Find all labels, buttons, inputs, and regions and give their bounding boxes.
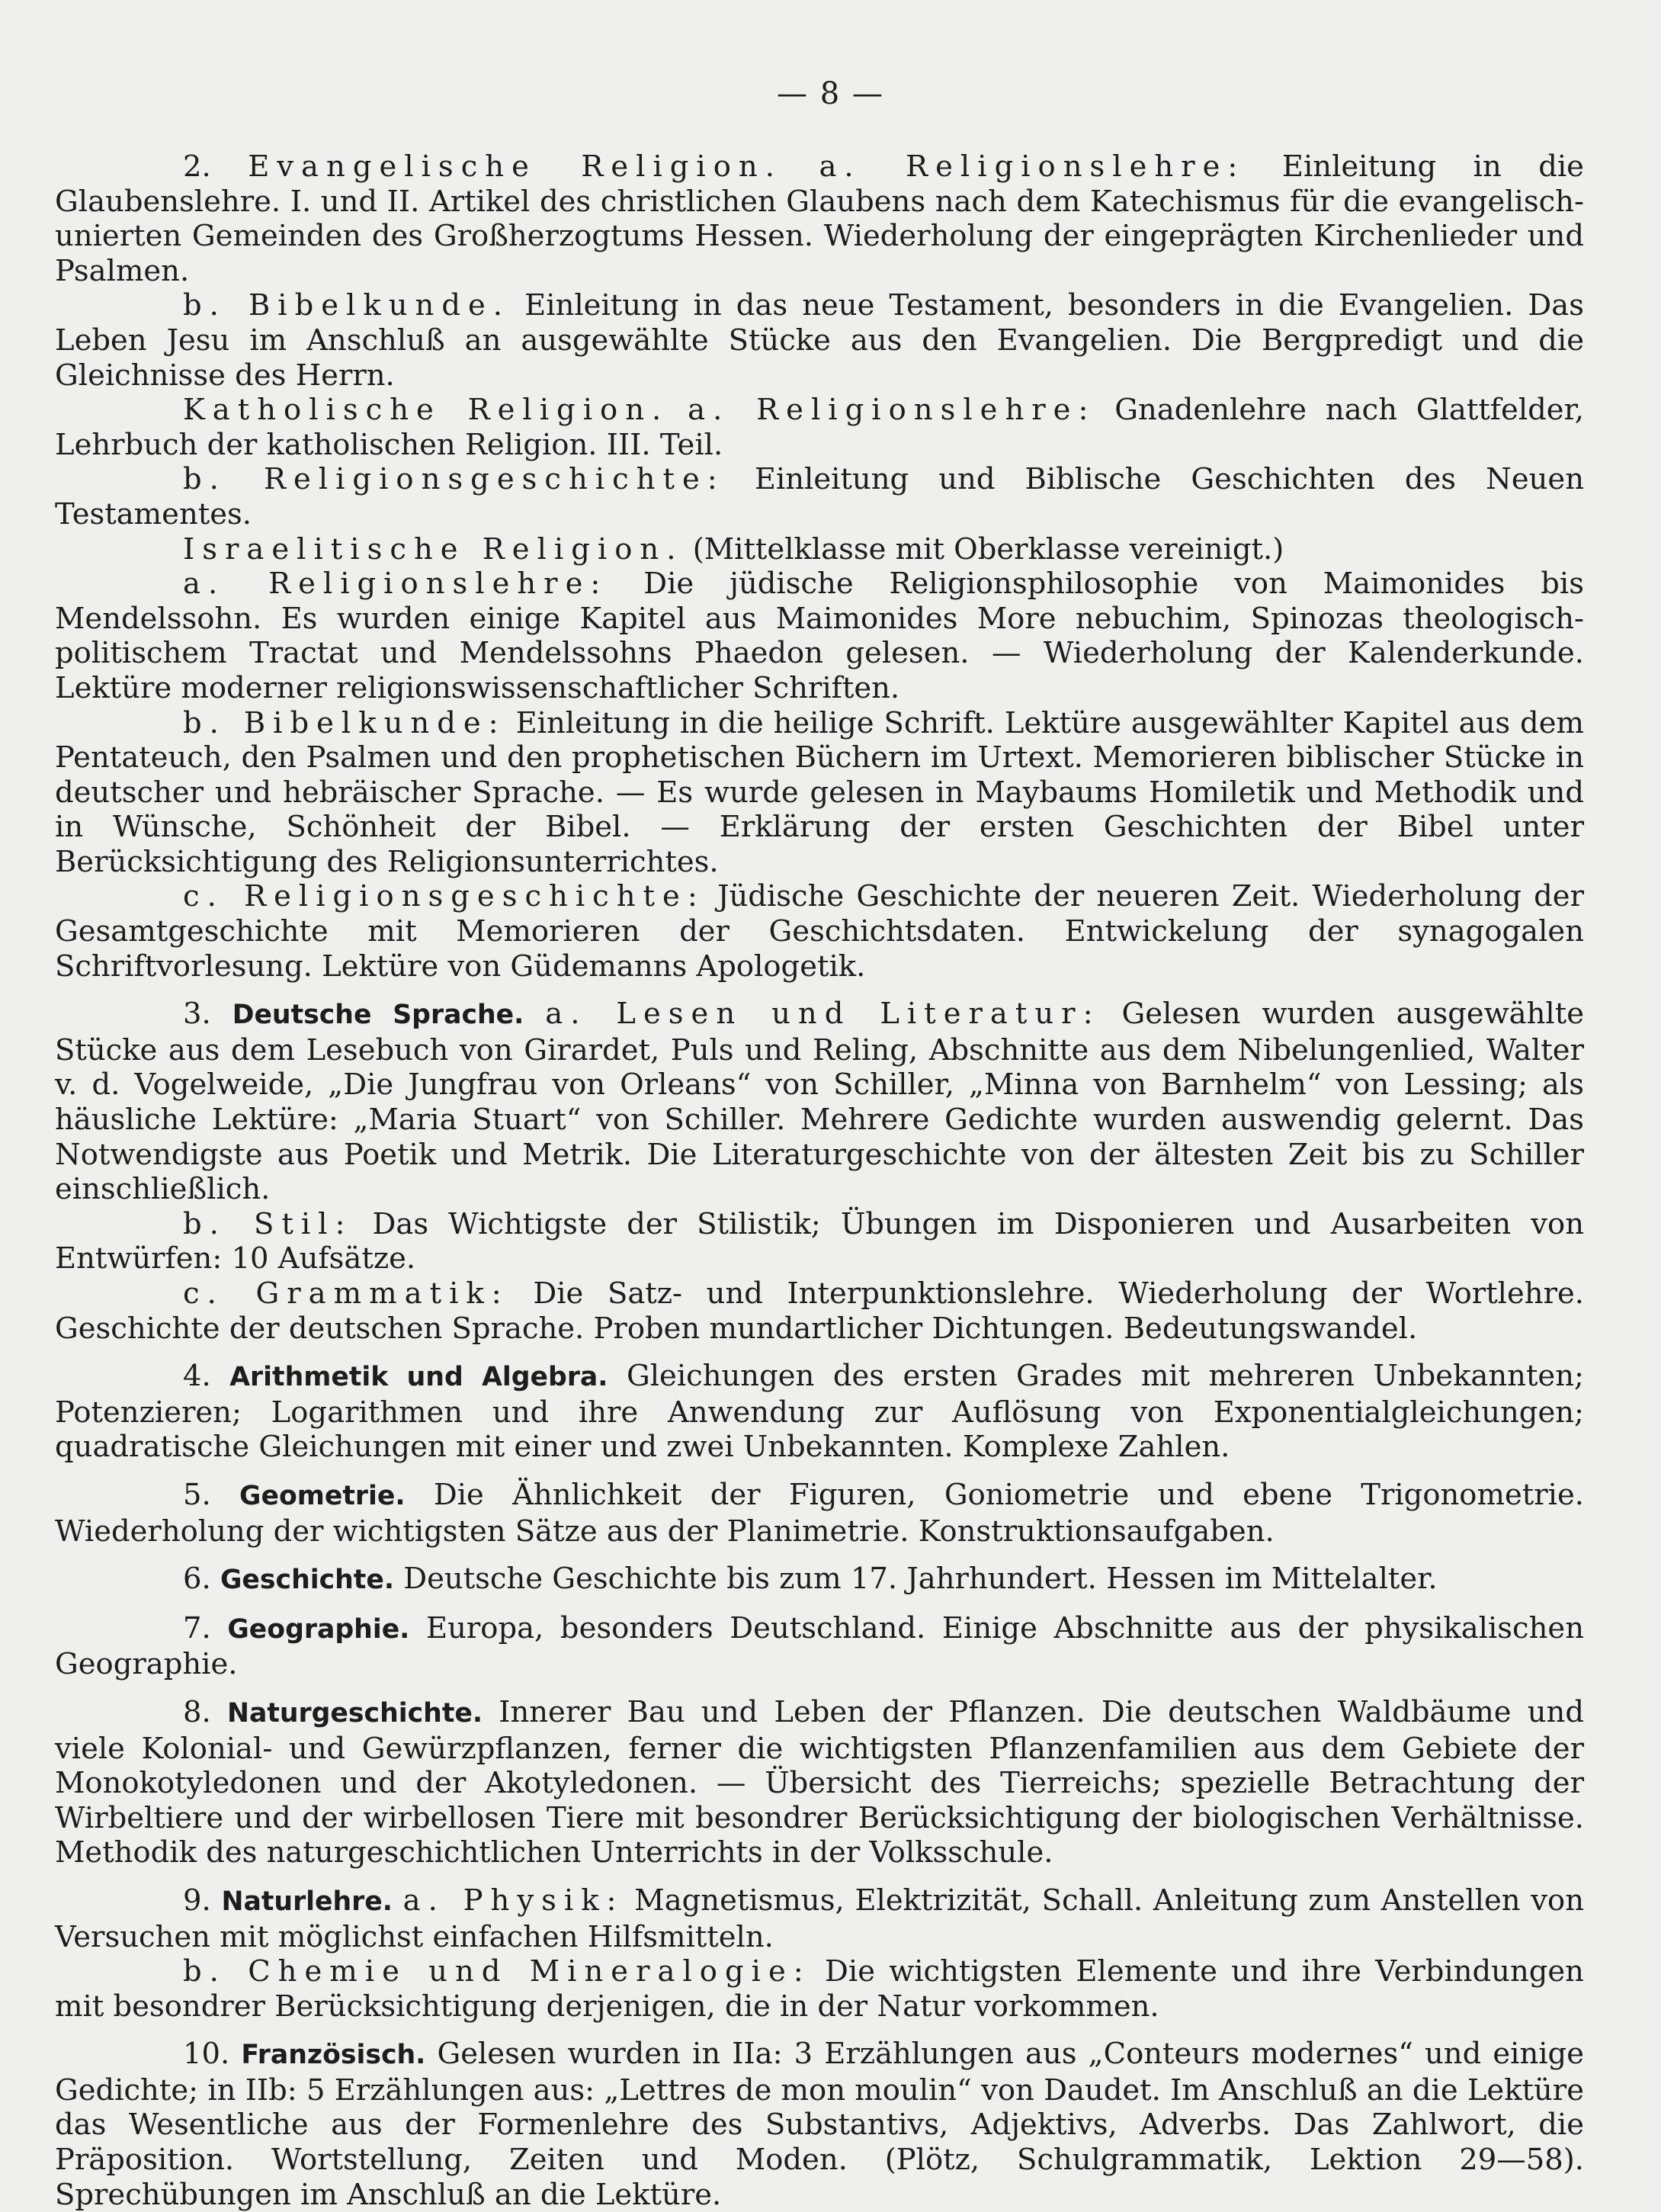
subsection-label: b. Bibelkunde: [183, 705, 506, 740]
subsection-label: a. Lesen und Literatur: [545, 997, 1101, 1032]
section-heading: Deutsche Sprache. [232, 1000, 524, 1031]
section-heading: Naturgeschichte. [226, 1697, 483, 1729]
subsection-label: a. Physik: [402, 1883, 624, 1918]
paragraph-religionslehre-israelitisch [55, 567, 1584, 705]
paragraph-text: Einleitung und Biblische Geschichten des Neuen Testamentes. [55, 462, 1584, 531]
paragraph-text: Die jüdische Religionsphilosophie von Maimonides bis Mendelssohn. Es wurden einige Kapitel aus Maimonides More nebuchim, Spinozas theologisch-politischem Tractat und Mendelssohns Phaedon gelesen. — Wiederholung der Kalenderkunde. Lektüre moderner religionswissenschaftlicher Schriften. [55, 567, 1584, 705]
paragraph-text: Einleitung in die heilige Schrift. Lektüre ausgewählter Kapitel aus dem Pentateuch, den Psalmen und den prophetischen Büchern im Urtext. Memorieren biblischer Stücke in deutscher und hebräischer Sprache. — Es wurde gelesen in Maybaums Homiletik und Methodik und in Wünsche, Schönheit der Bibel. — Erklärung der ersten Geschichten der Bibel unter Berücksichtigung des Religionsunterrichtes. [55, 705, 1584, 879]
section-heading: Arithmetik und Algebra. [229, 1362, 608, 1393]
section-number: 9. [183, 1883, 211, 1918]
section-number: 4. [183, 1359, 211, 1394]
section-number: 10. [183, 2037, 230, 2072]
section-heading: Katholische Religion. [183, 393, 669, 428]
subsection-label: a. Religionslehre: [183, 567, 608, 602]
section-heading: Geographie. [227, 1613, 410, 1645]
paragraph-text: Die wichtigsten Elemente und ihre Verbindungen mit besondrer Berücksichtigung derjenigen, die in der Natur vorkommen. [55, 1954, 1584, 2024]
paragraph-text: (Mittelklasse mit Oberklasse vereinigt.) [683, 531, 1284, 567]
paragraph-text: Einleitung in die Glaubenslehre. I. und II. Artikel des christlichen Glaubens nach dem Katechismus für die evangelisch-unierten Gemeinden des Großherzogtums Hessen. Wiederholung der eingeprägten Kirchenlieder und Psalmen. [55, 149, 1584, 288]
paragraph-chemie [55, 1954, 1584, 2024]
paragraph-text: Die Ähnlichkeit der Figuren, Goniometrie und ebene Trigonometrie. Wiederholung der wichtigsten Sätze aus der Planimetrie. Konstruktionsaufgaben. [55, 1477, 1584, 1549]
paragraph-text: Deutsche Geschichte bis zum 17. Jahrhundert. Hessen im Mittelalter. [394, 1562, 1438, 1597]
subsection-label: a. Religionslehre: [688, 393, 1096, 428]
subsection-label: b. Religionsgeschichte: [183, 462, 725, 497]
page-content [55, 149, 1584, 2212]
paragraph-naturgeschichte [55, 1695, 1584, 1870]
section-heading: Geometrie. [239, 1480, 406, 1511]
paragraph-geographie [55, 1611, 1584, 1682]
paragraph-evangelische-religion [55, 149, 1584, 288]
section-number: 6. [183, 1562, 211, 1597]
paragraph-katholische-religion [55, 393, 1584, 462]
paragraph-text: Magnetismus, Elektrizität, Schall. Anleitung zum Anstellen von Versuchen mit möglichst einfachen Hilfsmitteln. [55, 1883, 1584, 1954]
paragraph-text: Europa, besonders Deutschland. Einige Abschnitte aus der physikalischen Geographie. [55, 1610, 1584, 1682]
paragraph-religionsgeschichte-israelitisch [55, 879, 1584, 984]
section-heading: Geschichte. [220, 1565, 395, 1596]
section-number: 5. [183, 1477, 211, 1512]
section-heading: Evangelische Religion. [248, 149, 782, 184]
paragraph-text: Jüdische Geschichte der neueren Zeit. Wiederholung der Gesamtgeschichte mit Memorieren der Geschichtsdaten. Entwickelung der synagogalen Schriftvorlesung. Lektüre von Güdemanns Apologetik. [55, 879, 1584, 984]
paragraph-naturlehre [55, 1883, 1584, 1954]
paragraph-text: Gnadenlehre nach Glattfelder, Lehrbuch der katholischen Religion. III. Teil. [55, 393, 1584, 462]
paragraph-text: Gelesen wurden in IIa: 3 Erzählungen aus „Conteurs modernes“ und einige Gedichte; in IIb: 5 Erzählungen aus: „Lettres de mon moulin“ von Daudet. Im Anschluß an die Lektüre das Wesentliche aus der Formenlehre des Substantivs, Adjektivs, Adverbs. Das Zahlwort, die Präposition. Wortstellung, Zeiten und Moden. (Plötz, Schulgrammatik, Lektion 29—58). Sprechübungen im Anschluß an die Lektüre. [55, 2037, 1584, 2212]
subsection-label: c. Religionsgeschichte: [183, 879, 705, 914]
subsection-label: c. Grammatik: [183, 1276, 509, 1311]
page-number: — 8 — [777, 76, 884, 111]
subsection-label: b. Stil: [183, 1206, 353, 1241]
section-number: 3. [183, 997, 211, 1032]
section-heading: Israelitische Religion. [183, 531, 684, 567]
paragraph-stil [55, 1207, 1584, 1276]
paragraph-text: Innerer Bau und Leben der Pflanzen. Die deutschen Waldbäume und viele Kolonial- und Gewürzpflanzen, ferner die wichtigsten Pflanzenfamilien aus dem Gebiete der Monokotyledonen und der Akotyledonen. — Übersicht des Tierreichs; spezielle Betrachtung der Wirbeltiere und der wirbellosen Tiere mit besondrer Berücksichtigung der biologischen Verhältnisse. Methodik des naturgeschichtlichen Unterrichts in der Volksschule. [55, 1694, 1584, 1870]
subsection-label: b. Chemie und Mineralogie: [183, 1954, 811, 1989]
paragraph-text: Einleitung in das neue Testament, besonders in die Evangelien. Das Leben Jesu im Anschluß an ausgewählte Stücke aus den Evangelien. Die Bergpredigt und die Gleichnisse des Herrn. [55, 288, 1585, 393]
paragraph-bibelkunde-israelitisch [55, 706, 1584, 880]
section-number: 8. [183, 1694, 211, 1729]
paragraph-text: Gleichungen des ersten Grades mit mehreren Unbekannten; Potenzieren; Logarithmen und ihre Anwendung zur Auflösung von Exponentialgleichungen; quadratische Gleichungen mit einer und zwei Unbekannten. Komplexe Zahlen. [55, 1359, 1584, 1465]
subsection-label: b. Bibelkunde. [183, 288, 511, 323]
paragraph-text: Die Satz- und Interpunktionslehre. Wiederholung der Wortlehre. Geschichte der deutschen Sprache. Proben mundartlicher Dichtungen. Bedeutungswandel. [55, 1276, 1584, 1346]
section-number: 2. [183, 149, 211, 184]
subsection-label: a. Religionslehre: [819, 149, 1246, 184]
paragraph-geometrie [55, 1478, 1584, 1549]
paragraph-bibelkunde-evangelisch [55, 288, 1584, 393]
section-heading: Französisch. [241, 2040, 426, 2071]
paragraph-text: Gelesen wurden ausgewählte Stücke aus dem Lesebuch von Girardet, Puls und Reling, Abschnitte aus dem Nibelungenlied, Walter v. d. Vogelweide, „Die Jungfrau von Orleans“ von Schiller, „Minna von Barnhelm“ von Lessing; als häusliche Lektüre: „Maria Stuart“ von Schiller. Mehrere Gedichte wurden auswendig gelernt. Das Notwendigste aus Poetik und Metrik. Die Literaturgeschichte von der ältesten Zeit bis zu Schiller einschließlich. [55, 997, 1584, 1207]
paragraph-arithmetik [55, 1359, 1584, 1465]
section-heading: Naturlehre. [221, 1886, 393, 1917]
paragraph-geschichte [55, 1562, 1584, 1598]
paragraph-israelitische-religion [55, 532, 1584, 567]
paragraph-religionsgeschichte-katholisch [55, 462, 1584, 531]
section-number: 7. [183, 1610, 211, 1645]
paragraph-grammatik [55, 1276, 1584, 1346]
paragraph-franzoesisch [55, 2037, 1584, 2212]
paragraph-deutsche-sprache [55, 997, 1584, 1207]
paragraph-text: Das Wichtigste der Stilistik; Übungen im Disponieren und Ausarbeiten von Entwürfen: 10 Aufsätze. [55, 1206, 1584, 1276]
